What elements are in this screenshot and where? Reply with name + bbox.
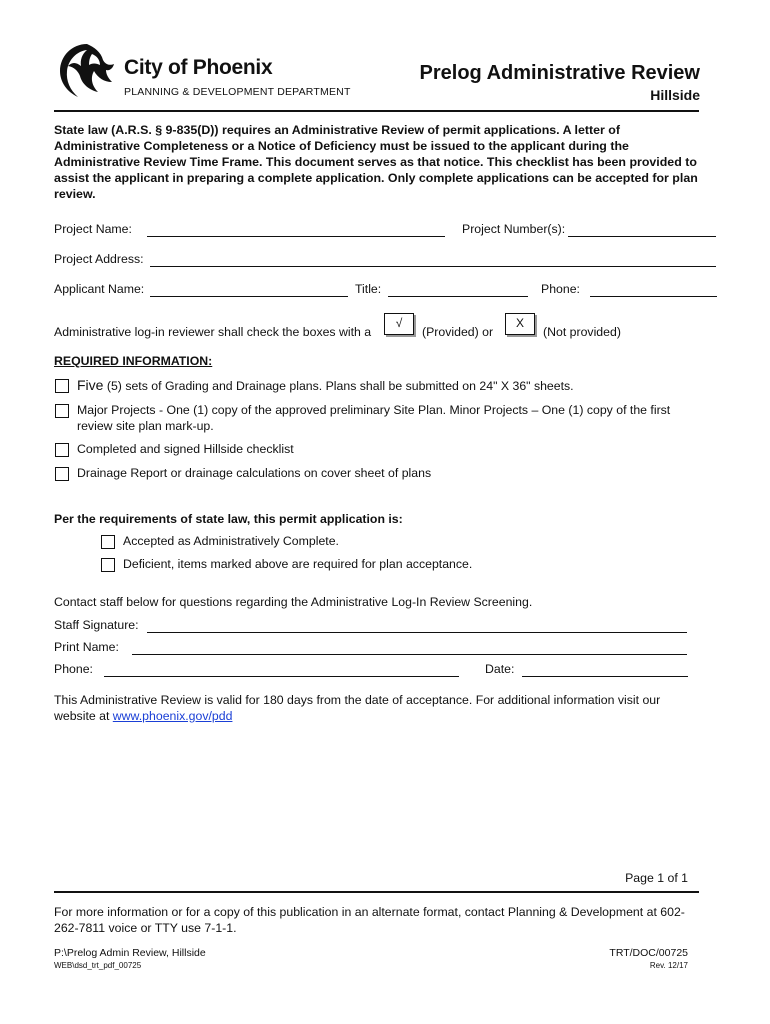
- footer-revision: Rev. 12/17: [649, 961, 688, 970]
- footer-web-path: WEB\dsd_trt_pdf_00725: [54, 961, 142, 970]
- footer-divider: [54, 891, 699, 893]
- page-subtitle: Hillside: [650, 87, 700, 103]
- checkbox-drainage-report[interactable]: [55, 467, 69, 481]
- header-divider: [54, 110, 699, 112]
- validity-text: This Administrative Review is valid for 180 days from the date of acceptance. For additional information visit our website at: [54, 693, 661, 723]
- required-item-site-plan: Major Projects - One (1) copy of the approved preliminary Site Plan. Minor Projects – One (1) copy of the first review site plan mark-up.: [77, 403, 671, 433]
- provided-label: (Provided) or: [422, 325, 494, 339]
- validity-note: [54, 693, 694, 724]
- staff-signature-field[interactable]: [147, 632, 687, 633]
- applicant-name-label: Applicant Name:: [54, 282, 145, 296]
- contact-staff-note: Contact staff below for questions regarding the Administrative Log-In Review Screening.: [54, 595, 533, 609]
- status-accepted-label: Accepted as Administratively Complete.: [123, 534, 339, 548]
- checkbox-hillside-checklist[interactable]: [55, 443, 69, 457]
- footer-info: For more information or for a copy of this publication in an alternate format, contact Planning & Development at 602-262-7811 voice or TTY use 7-1-1.: [54, 905, 685, 935]
- required-item-hillside-checklist: Completed and signed Hillside checklist: [77, 442, 294, 456]
- phone-field[interactable]: [590, 296, 717, 297]
- status-heading: Per the requirements of state law, this permit application is:: [54, 512, 403, 526]
- legend-instruction: Administrative log-in reviewer shall check the boxes with a: [54, 325, 372, 339]
- footer-file-path: P:\Prelog Admin Review, Hillside: [54, 947, 206, 959]
- project-name-field[interactable]: [147, 236, 445, 237]
- page-number: Page 1 of 1: [625, 871, 688, 885]
- item-text: (5) sets of Grading and Drainage plans. Plans shall be submitted on 24" X 36" sheets.: [103, 379, 574, 393]
- checkbox-accepted[interactable]: [101, 535, 115, 549]
- page-title: Prelog Administrative Review: [419, 62, 700, 84]
- project-name-label: Project Name:: [54, 222, 132, 236]
- footer-doc-number: TRT/DOC/00725: [609, 947, 688, 959]
- required-item-drainage-report: Drainage Report or drainage calculations on cover sheet of plans: [77, 466, 432, 480]
- department-name: PLANNING & DEVELOPMENT DEPARTMENT: [124, 86, 351, 98]
- project-numbers-field[interactable]: [568, 236, 716, 237]
- intro-paragraph: State law (A.R.S. § 9-835(D)) requires an Administrative Review of permit applications. A letter of Administrative Completeness or a Notice of Deficiency must be issued to the applicant during the Administrative Review Time Frame. This document serves as that notice. This checklist has been provided to assist the applicant in preparing a complete application. Only complete applications can be accepted for plan review.: [54, 123, 698, 201]
- required-info-heading: REQUIRED INFORMATION:: [54, 354, 213, 368]
- org-name: City of Phoenix: [124, 56, 273, 79]
- pdd-website-link[interactable]: www.phoenix.gov/pdd: [112, 708, 233, 723]
- date-field[interactable]: [522, 676, 688, 677]
- date-label: Date:: [485, 662, 515, 676]
- checkbox-deficient[interactable]: [101, 558, 115, 572]
- print-name-label: Print Name:: [54, 640, 119, 654]
- print-name-field[interactable]: [132, 654, 687, 655]
- project-address-field[interactable]: [150, 266, 716, 267]
- staff-phone-label: Phone:: [54, 662, 93, 676]
- not-provided-label: (Not provided): [543, 325, 621, 339]
- phoenix-bird-logo-icon: [56, 40, 118, 102]
- checkbox-grading-plans[interactable]: [55, 379, 69, 393]
- project-address-label: Project Address:: [54, 252, 144, 266]
- project-numbers-label: Project Number(s):: [462, 222, 566, 236]
- staff-signature-label: Staff Signature:: [54, 618, 139, 632]
- status-deficient-label: Deficient, items marked above are required for plan acceptance.: [123, 557, 473, 571]
- phone-label: Phone:: [541, 282, 580, 296]
- title-field[interactable]: [388, 296, 528, 297]
- title-label: Title:: [355, 282, 382, 296]
- staff-phone-field[interactable]: [104, 676, 459, 677]
- required-item-grading-plans: [77, 378, 697, 395]
- applicant-name-field[interactable]: [150, 296, 348, 297]
- not-provided-mark-box: X: [505, 313, 535, 335]
- provided-mark-box: √: [384, 313, 414, 335]
- checkbox-site-plan[interactable]: [55, 404, 69, 418]
- item-lead-word: Five: [77, 377, 104, 393]
